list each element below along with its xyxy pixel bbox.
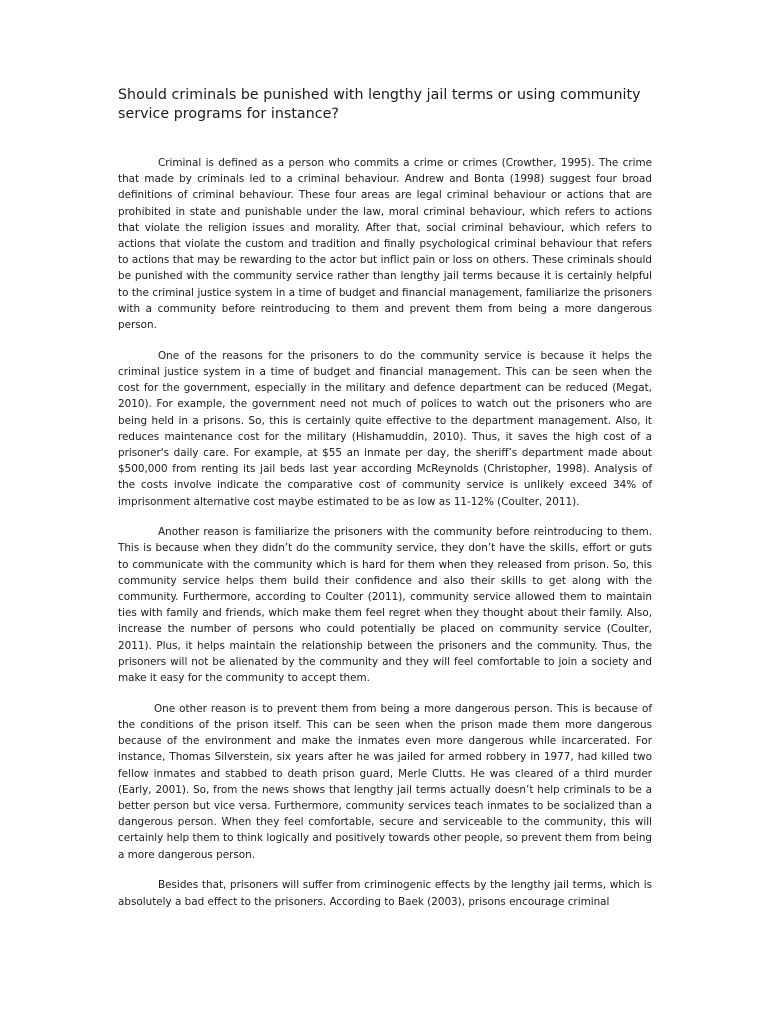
essay-title: Should criminals be punished with lengthy jail terms or using community service programs for instance? xyxy=(118,87,641,122)
paragraph-criminogenic: Besides that, prisoners will suffer from criminogenic effects by the lengthy jail terms, which is absolutely a bad effect to the prisoners. According to Baek (2003), prisons encourage criminal xyxy=(118,879,652,908)
document-page xyxy=(118,86,652,910)
paragraph-budget: One of the reasons for the prisoners to do the community service is because it helps the criminal justice system in a time of budget and financial management. This can be seen when the cost for the government, especially in the military and defence department can be reduced (Megat, 2010). For example, the government need not much of polices to watch out the prisoners who are being held in a prisons. So, this is certainly quite effective to the department management. Also, it reduces maintenance cost for the military (Hishamuddin, 2010). Thus, it saves the high cost of a prisoner's daily care. For example, at $55 an inmate per day, the sheriff’s department made about $500,000 from renting its jail beds last year according McReynolds (Christopher, 1998). Analysis of the costs involve indicate the comparative cost of community service is unlikely exceed 34% of imprisonment alternative cost maybe estimated to be as low as 11-12% (Coulter, 2011). xyxy=(118,349,652,508)
paragraph-familiarize: Another reason is familiarize the prisoners with the community before reintroducing to them. This is because when they didn’t do the community service, they don’t have the skills, effort or guts to communicate with the community which is hard for them when they released from prison. So, this community service helps them build their confidence and also their skills to get along with the community. Furthermore, according to Coulter (2011), community service allowed them to maintain ties with family and friends, which make them feel regret when they thought about their family. Also, increase the number of persons who could potentially be placed on community service (Coulter, 2011). Plus, it helps maintain the relationship between the prisoners and the community. Thus, the prisoners will not be alienated by the community and they will feel comfortable to join a society and make it easy for the community to accept them. xyxy=(118,526,652,685)
paragraph-dangerous: One other reason is to prevent them from being a more dangerous person. This is because of the conditions of the prison itself. This can be seen when the prison made them more dangerous because of the environment and make the inmates even more dangerous while incarcerated. For instance, Thomas Silverstein, six years after he was jailed for armed robbery in 1977, had killed two fellow inmates and stabbed to death prison guard, Merle Clutts. He was cleared of a third murder (Early, 2001). So, from the news shows that lengthy jail terms actually doesn’t help criminals to be a better person but vice versa. Furthermore, community services teach inmates to be socialized than a dangerous person. When they feel comfortable, secure and serviceable to the community, this will certainly help them to think logically and positively towards other people, so prevent them from being a more dangerous person. xyxy=(118,702,652,861)
paragraph-introduction: Criminal is defined as a person who commits a crime or crimes (Crowther, 1995). The crime that made by criminals led to a criminal behaviour. Andrew and Bonta (1998) suggest four broad definitions of criminal behaviour. These four areas are legal criminal behaviour or actions that are prohibited in state and punishable under the law, moral criminal behaviour, which refers to actions that violate the religion issues and morality. After that, social criminal behaviour, which refers to actions that violate the custom and tradition and finally psychological criminal behaviour that refers to actions that may be rewarding to the actor but inflict pain or loss on others. These criminals should be punished with the community service rather than lengthy jail terms because it is certainly helpful to the criminal justice system in a time of budget and financial management, familiarize the prisoners with a community before reintroducing to them and prevent them from being a more dangerous person. xyxy=(118,157,652,332)
